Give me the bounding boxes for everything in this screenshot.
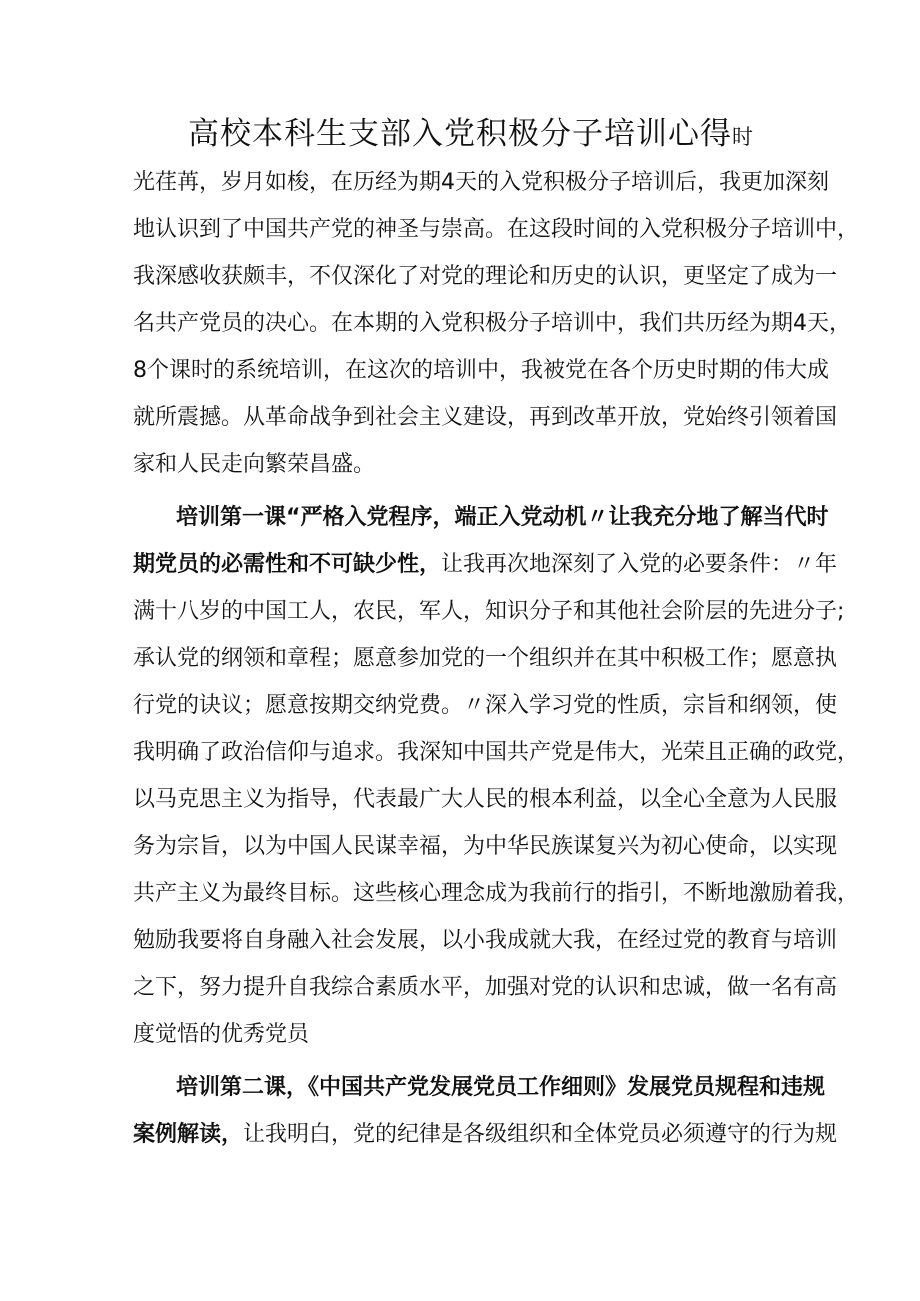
paragraph-1-line-6: 就所震撼。从革命战争到社会主义建设，再到改革开放，党始终引领着国 <box>133 405 838 430</box>
paragraph-2-line-8: 务为宗旨，以为中国人民谋幸福，为中华民族谋复兴为初心使命，以实现 <box>133 834 838 859</box>
paragraph-2-line-7: 以马克思主义为指导，代表最广大人民的根本利益，以全心全意为人民服 <box>133 787 838 812</box>
paragraph-3-bold-lead: 案例解读， <box>133 1122 244 1147</box>
paragraph-1-line-7: 家和人民走向繁荣昌盛。 <box>133 452 376 477</box>
paragraph-2-line-5: 行党的诀议；愿意按期交纳党费。〃深入学习党的性质，宗旨和纲领，使 <box>133 693 838 718</box>
paragraph-1-line-1: 光荏苒，岁月如梭，在历经为期4天的入党积极分子培训后，我更加深刻 <box>133 170 829 195</box>
paragraph-2-line-2 <box>133 545 838 585</box>
paragraph-2-line-3: 满十八岁的中国工人，农民，军人，知识分子和其他社会阶层的先进分子; <box>133 599 845 624</box>
paragraph-2-line-2-rest: 让我再次地深刻了入党的必要条件：〃年 <box>441 552 838 577</box>
paragraph-1-line-3: 我深感收获颇丰，不仅深化了对党的理论和历史的认识，更坚定了成为一 <box>133 264 838 289</box>
paragraph-2-line-11: 之下，努力提升自我综合素质水平，加强对党的认识和忠诚，做一名有高 <box>133 975 838 1000</box>
paragraph-1-line-4: 名共产党员的决心。在本期的入党积极分子培训中，我们共历经为期4天， <box>133 311 851 336</box>
paragraph-2-line-12: 度觉悟的优秀党员 <box>133 1022 310 1047</box>
paragraph-2-line-1: 培训第一课“严格入党程序，端正入党动机〃让我充分地了解当代时 <box>176 505 829 530</box>
paragraph-3-line-1: 培训第二课，《中国共产党发展党员工作细则》发展党员规程和违规 <box>176 1075 826 1100</box>
paragraph-2-line-6: 我明确了政治信仰与追求。我深知中国共产党是伟大，光荣且正确的政党， <box>133 740 860 765</box>
title-tail-text: 时 <box>732 125 753 149</box>
paragraph-1-line-5: 8个课时的系统培训，在这次的培训中，我被党在各个历史时期的伟大成 <box>133 358 829 383</box>
paragraph-2-bold-lead: 期党员的必需性和不可缺少性， <box>133 552 442 577</box>
title-text: 高校本科生支部入党积极分子培训心得 <box>188 116 732 152</box>
paragraph-2-line-4: 承认党的纲领和章程；愿意参加党的一个组织并在其中积极工作；愿意执 <box>133 646 838 671</box>
paragraph-3-line-2-rest: 让我明白，党的纪律是各级组织和全体党员必须遵守的行为规 <box>243 1122 838 1147</box>
paragraph-2-line-10: 勉励我要将自身融入社会发展，以小我成就大我，在经过党的教育与培训 <box>133 928 838 953</box>
document-title <box>188 108 753 153</box>
paragraph-1-line-2: 地认识到了中国共产党的神圣与崇高。在这段时间的入党积极分子培训中， <box>133 217 860 242</box>
paragraph-3-line-2 <box>133 1115 838 1155</box>
paragraph-2-line-9: 共产主义为最终目标。这些核心理念成为我前行的指引，不断地激励着我， <box>133 881 860 906</box>
